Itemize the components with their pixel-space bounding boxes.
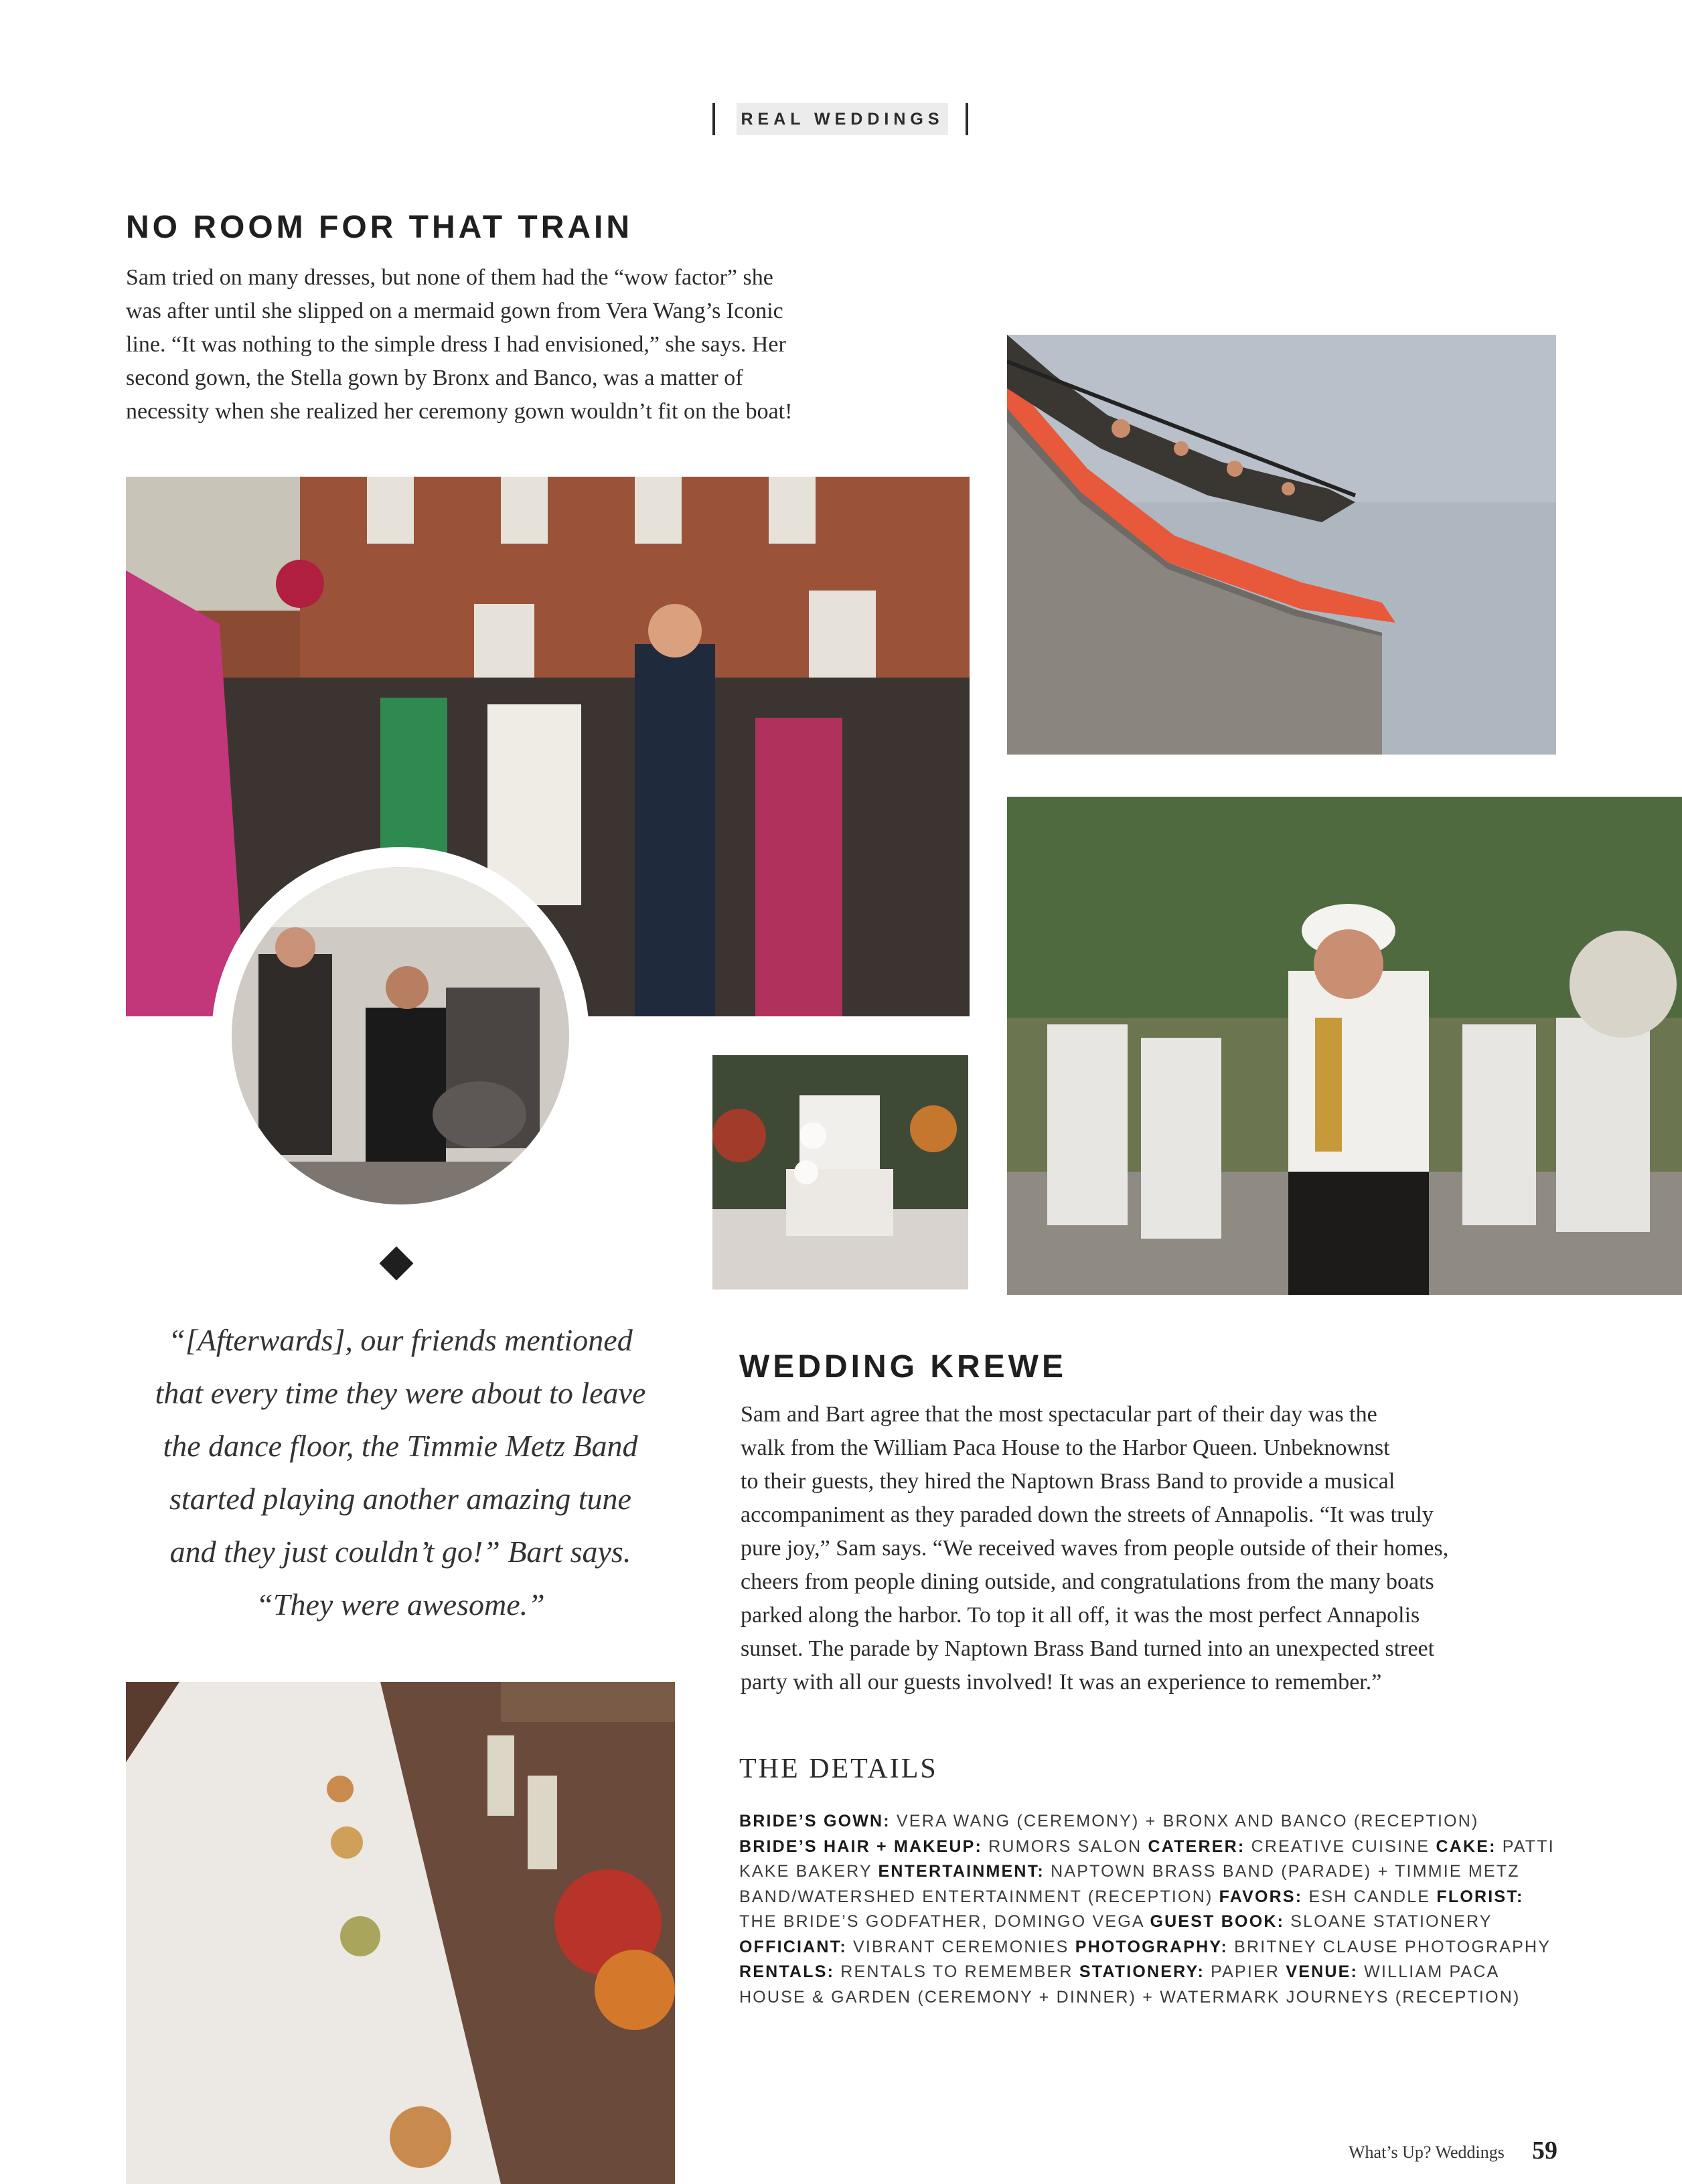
credit-label: BRIDE’S HAIR + MAKEUP: (739, 1837, 983, 1856)
section-heading-krewe: WEDDING KREWE (739, 1349, 1067, 1385)
footer-publication: What’s Up? Weddings (1349, 2142, 1505, 2162)
credit-value: PATTI (1496, 1837, 1555, 1856)
body-line: necessity when she realized her ceremony gown wouldn’t fit on the boat! (126, 399, 793, 424)
body-line: accompaniment as they paraded down the streets of Annapolis. “It was truly (741, 1502, 1434, 1527)
credit-value: CREATIVE CUISINE (1245, 1837, 1436, 1856)
section-body-krewe (741, 1398, 1611, 1699)
credit-line (739, 1835, 1636, 1860)
body-line: cheers from people dining outside, and congratulations from the many boats (741, 1569, 1434, 1594)
body-line: line. “It was nothing to the simple dress I had envisioned,” she says. Her (126, 332, 786, 357)
page-number: 59 (1532, 2136, 1557, 2165)
credit-line (739, 1960, 1636, 1985)
cake-photo (712, 1055, 968, 1290)
credit-value: HOUSE & GARDEN (CEREMONY + DINNER) + WATERMARK JOURNEYS (RECEPTION) (739, 1987, 1521, 2007)
body-line: pure joy,” Sam says. “We received waves from people outside of their homes, (741, 1536, 1449, 1561)
credit-value: PAPIER (1205, 1962, 1286, 1981)
credit-value: VIBRANT CEREMONIES (846, 1937, 1075, 1956)
details-credits (739, 1809, 1636, 2010)
quote-line: “They were awesome.” (256, 1587, 545, 1622)
credit-line (739, 1859, 1636, 1885)
body-line: Sam and Bart agree that the most spectacular part of their day was the (741, 1402, 1377, 1427)
credit-line (739, 1909, 1636, 1935)
body-line: parked along the harbor. To top it all off, it was the most perfect Annapolis (741, 1603, 1420, 1628)
body-line: walk from the William Paca House to the Harbor Queen. Unbeknownst (741, 1435, 1390, 1460)
credit-line (739, 1885, 1636, 1910)
credit-value: SLOANE STATIONERY (1284, 1912, 1493, 1931)
credit-label: FLORIST: (1436, 1887, 1524, 1906)
credit-value: BAND/WATERSHED ENTERTAINMENT (RECEPTION) (739, 1887, 1219, 1906)
body-line: to their guests, they hired the Naptown Brass Band to provide a musical (741, 1469, 1395, 1494)
header-rule-right (966, 103, 968, 135)
band-photo-circle (232, 867, 569, 1204)
credit-value: WILLIAM PACA (1358, 1962, 1500, 1981)
credit-value: RUMORS SALON (982, 1837, 1148, 1856)
brass-band-photo (1007, 797, 1682, 1295)
credit-label: RENTALS: (739, 1962, 835, 1981)
body-line: sunset. The parade by Naptown Brass Band turned into an unexpected street (741, 1636, 1435, 1661)
credit-label: OFFICIANT: (739, 1937, 847, 1956)
details-title: THE DETAILS (739, 1753, 938, 1784)
credit-label: BRIDE’S GOWN: (739, 1812, 891, 1830)
quote-line: that every time they were about to leave (155, 1376, 646, 1410)
credit-label: ENTERTAINMENT: (878, 1862, 1045, 1881)
quote-line: “[Afterwards], our friends mentioned (168, 1323, 633, 1357)
credit-value: RENTALS TO REMEMBER (834, 1962, 1079, 1981)
body-line: was after until she slipped on a mermaid gown from Vera Wang’s Iconic (126, 299, 783, 323)
credit-value: BRITNEY CLAUSE PHOTOGRAPHY (1227, 1937, 1551, 1956)
credit-line (739, 1809, 1636, 1835)
table-setting-photo (126, 1682, 675, 2184)
section-body-train (126, 261, 990, 428)
credit-label: CATERER: (1148, 1837, 1245, 1856)
credit-label: PHOTOGRAPHY: (1075, 1937, 1228, 1956)
credit-line (739, 1985, 1636, 2011)
body-line: party with all our guests involved! It was an experience to remember.” (741, 1670, 1382, 1695)
credit-label: CAKE: (1436, 1837, 1497, 1856)
quote-line: started playing another amazing tune (169, 1482, 631, 1516)
body-line: Sam tried on many dresses, but none of them had the “wow factor” she (126, 265, 773, 290)
section-heading-train: NO ROOM FOR THAT TRAIN (126, 210, 633, 245)
credit-line (739, 1935, 1636, 1960)
body-line: second gown, the Stella gown by Bronx and Banco, was a matter of (126, 366, 743, 390)
header-rule-left (712, 103, 715, 135)
credit-value: VERA WANG (CEREMONY) + BRONX AND BANCO (RECEPTION) (890, 1812, 1479, 1830)
quote-line: and they just couldn’t go!” Bart says. (169, 1535, 631, 1569)
pull-quote (126, 1314, 675, 1631)
credit-value: NAPTOWN BRASS BAND (PARADE) + TIMMIE METZ (1044, 1862, 1520, 1881)
credit-value: ESH CANDLE (1302, 1887, 1437, 1906)
section-tag: REAL WEDDINGS (737, 103, 948, 135)
credit-label: FAVORS: (1219, 1887, 1303, 1906)
boat-deck-photo (1007, 335, 1556, 755)
credit-label: STATIONERY: (1079, 1962, 1205, 1981)
diamond-ornament-icon (380, 1247, 414, 1281)
quote-line: the dance floor, the Timmie Metz Band (163, 1429, 638, 1463)
credit-label: GUEST BOOK: (1150, 1912, 1285, 1931)
credit-value: KAKE BAKERY (739, 1862, 878, 1881)
credit-label: VENUE: (1286, 1962, 1359, 1981)
credit-value: THE BRIDE’S GODFATHER, DOMINGO VEGA (739, 1912, 1150, 1931)
